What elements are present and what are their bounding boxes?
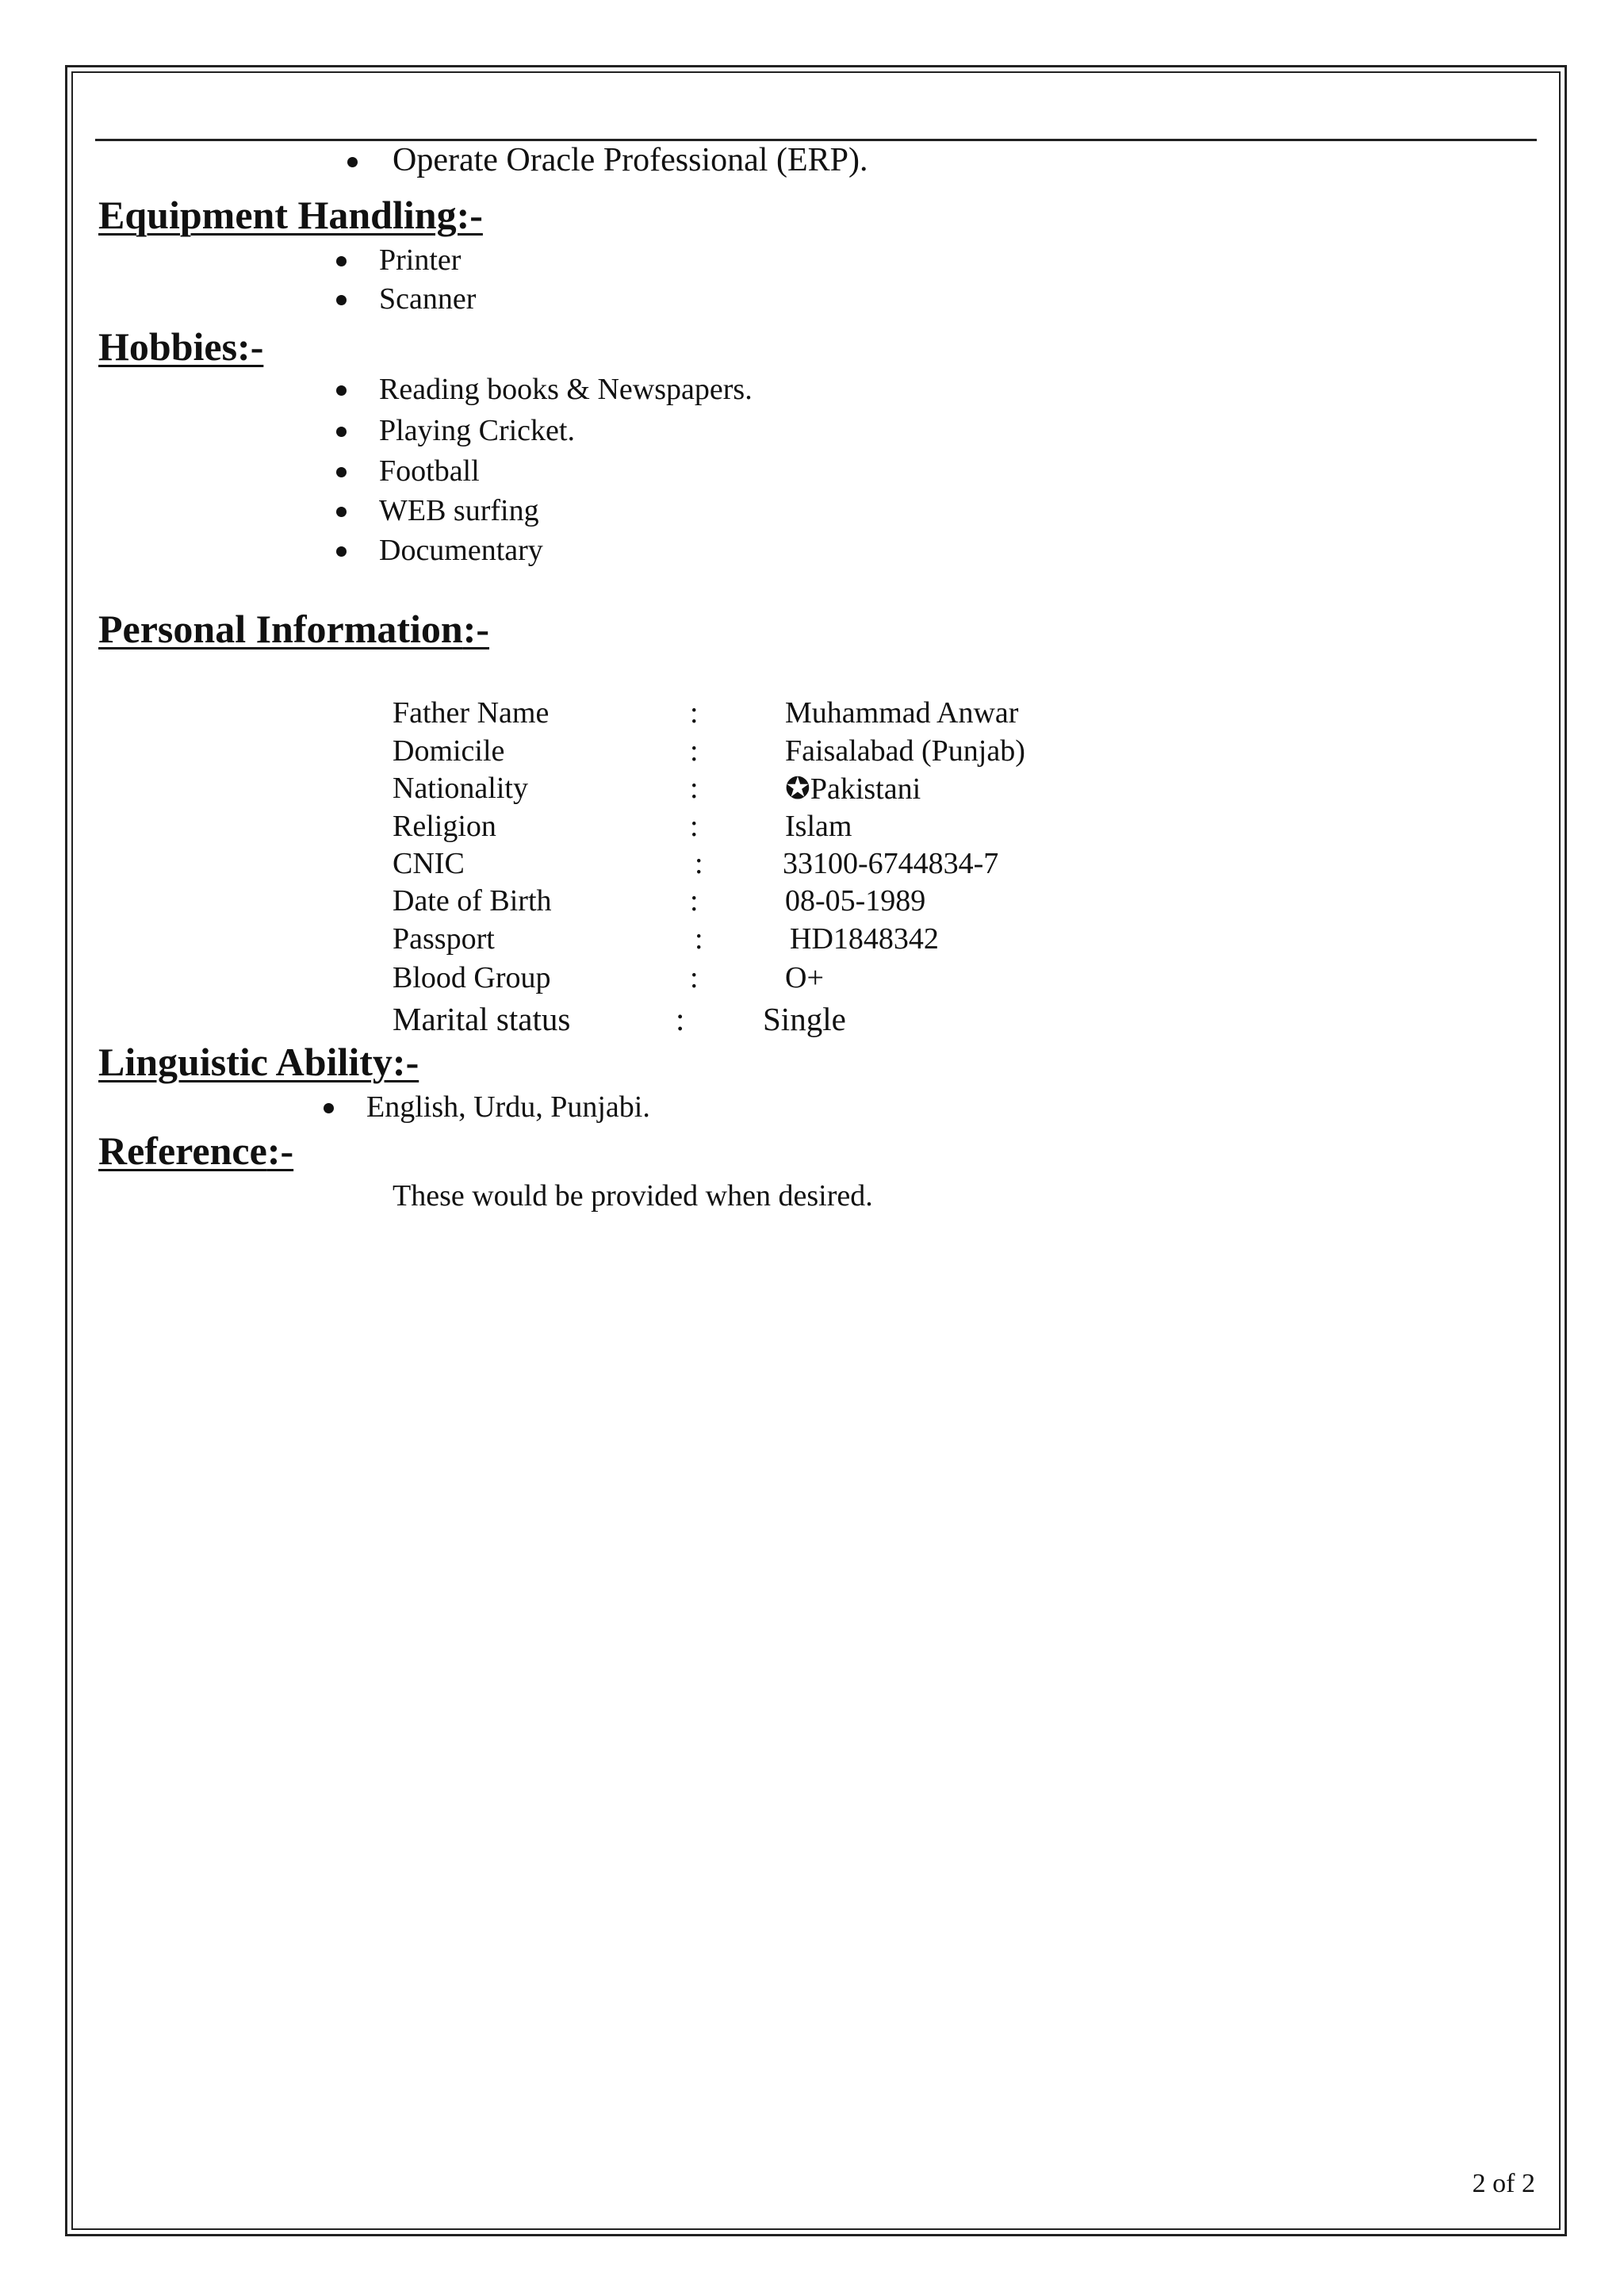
info-value: HD1848342 (790, 922, 939, 956)
info-label: Father Name (393, 696, 550, 730)
info-colon: : (690, 810, 699, 843)
bullet-dot-icon (336, 507, 347, 517)
info-colon: : (695, 922, 703, 956)
info-value: Single (763, 1001, 846, 1037)
info-colon: : (676, 1001, 685, 1037)
info-colon: : (695, 847, 703, 880)
info-colon: : (690, 884, 699, 918)
hobby-item: Football (379, 454, 480, 488)
language-item: English, Urdu, Punjabi. (366, 1090, 650, 1124)
info-label: Nationality (393, 772, 528, 805)
info-label: Marital status (393, 1001, 571, 1037)
equipment-heading: Equipment Handling:- (98, 193, 483, 237)
info-colon: : (690, 696, 699, 730)
oracle-bullet: Operate Oracle Professional (ERP). (393, 142, 868, 178)
info-value: 08-05-1989 (785, 884, 926, 918)
reference-heading (98, 1128, 293, 1174)
bullet-dot-icon (336, 385, 347, 396)
reference-text: These would be provided when desired. (393, 1179, 873, 1213)
info-label: Blood Group (393, 961, 551, 994)
page-number: 2 of 2 (1472, 2169, 1535, 2198)
info-value: ✪Pakistani (785, 772, 921, 806)
equipment-item: Scanner (379, 282, 477, 316)
info-value: O+ (785, 961, 824, 994)
reference-heading-text: Reference (98, 1128, 267, 1173)
bullet-dot-icon (336, 427, 347, 437)
info-colon: : (690, 772, 699, 805)
personal-heading (98, 606, 489, 652)
info-value: Faisalabad (Punjab) (785, 734, 1025, 768)
bullet-dot-icon (324, 1103, 334, 1113)
personal-heading-tail: :- (462, 607, 490, 651)
bullet-dot-icon (336, 256, 347, 266)
linguistic-heading: Linguistic Ability:- (98, 1040, 419, 1084)
bullet-dot-icon (336, 467, 347, 477)
personal-heading-text: Personal Information (98, 607, 463, 651)
info-colon: : (690, 734, 699, 768)
page-border-inner (71, 71, 1561, 2230)
info-label: CNIC (393, 847, 465, 880)
bullet-dot-icon (336, 546, 347, 557)
info-label: Religion (393, 810, 496, 843)
hobby-item: WEB surfing (379, 494, 539, 527)
equipment-item: Printer (379, 243, 462, 277)
info-label: Date of Birth (393, 884, 552, 918)
bullet-dot-icon (336, 295, 347, 305)
info-label: Passport (393, 922, 495, 956)
info-colon: : (690, 961, 699, 994)
info-value: Islam (785, 810, 852, 843)
hobby-item: Playing Cricket. (379, 414, 575, 447)
reference-heading-tail: :- (266, 1128, 294, 1173)
info-label: Domicile (393, 734, 505, 768)
hobby-item: Reading books & Newspapers. (379, 373, 753, 406)
hobby-item: Documentary (379, 534, 543, 567)
info-value: Muhammad Anwar (785, 696, 1019, 730)
bullet-dot-icon (347, 157, 358, 167)
hobbies-heading: Hobbies:- (98, 324, 264, 369)
info-value: 33100-6744834-7 (783, 847, 999, 880)
